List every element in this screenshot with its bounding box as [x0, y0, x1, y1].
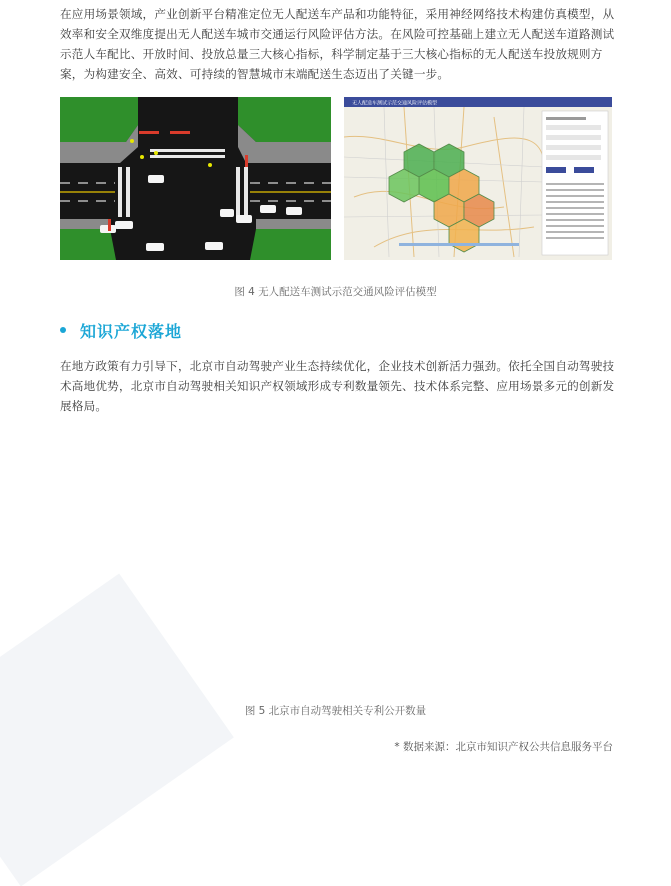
- intersection-simulation-image: [60, 97, 331, 260]
- risk-heatmap-image: [344, 97, 612, 260]
- figure-5-caption: 图 5 北京市自动驾驶相关专利公开数量: [244, 705, 427, 717]
- intro-paragraph: 在应用场景领域，产业创新平台精准定位无人配送车产品和功能特征，采用神经网络技术构建仿真模型，从效率和安全双维度提出无人配送车城市交通运行风险评估方法。在风险可控基础上建立无人配送车道路测试示范人车配比、开放时间、投放总量三大核心指标，科学制定基于三大核心指标的无人配送车投放规则方案，为构建安全、高效、可持续的智慧城市末端配送生态迈出了关键一步。: [60, 7, 615, 81]
- map-title: 无人配送车测试示范交通风险评估模型: [352, 100, 438, 107]
- patent-bar-chart: [0, 412, 671, 692]
- section-heading: [60, 318, 182, 342]
- section-title: 知识产权落地: [80, 321, 183, 341]
- bullet-icon: [60, 327, 66, 333]
- figure-4-caption: 图 4 无人配送车测试示范交通风险评估模型: [234, 286, 437, 298]
- data-source-note: * 数据来源：北京市知识产权公共信息服务平台: [394, 741, 613, 753]
- ip-paragraph: 在地方政策有力引导下，北京市自动驾驶产业生态持续优化，企业技术创新活力强劲。依托全国自动驾驶技术高地优势，北京市自动驾驶相关知识产权领域形成专利数量领先、技术体系完整、应用场景多元的创新发展格局。: [60, 359, 615, 413]
